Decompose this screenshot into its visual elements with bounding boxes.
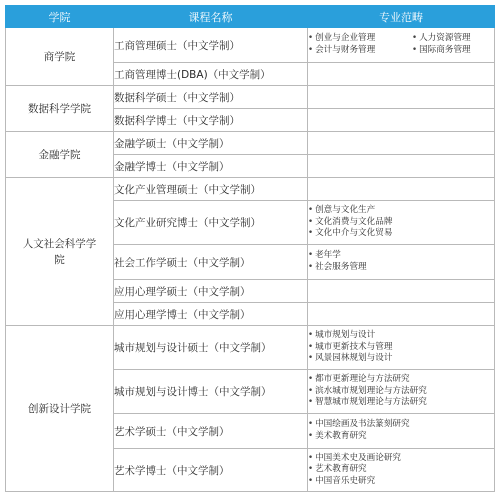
course-name: 艺术学博士（中文学制） (114, 449, 308, 492)
field-cell (308, 449, 495, 492)
header-row (6, 6, 495, 28)
school-name: 金融学院 (6, 132, 114, 178)
school-name (6, 178, 114, 326)
field-item: • 人力资源管理 (412, 33, 471, 44)
field-cell (308, 63, 495, 86)
table-row (6, 326, 495, 370)
field-cell (308, 155, 495, 178)
field-item: • 老年学 (308, 250, 341, 261)
field-cell (308, 132, 495, 155)
bullet-icon: • (308, 330, 314, 341)
field-item: • 中国绘画及书法篆刻研究 (308, 419, 410, 430)
program-table (5, 5, 495, 492)
field-item: • 创意与文化生产 (308, 205, 376, 216)
course-name: 文化产业管理硕士（中文学制） (114, 178, 308, 201)
field-cell (308, 178, 495, 201)
field-cell (308, 28, 495, 63)
bullet-icon: • (308, 385, 314, 396)
bullet-icon: • (308, 464, 314, 475)
field-item: • 滨水城市规划理论与方法研究 (308, 385, 427, 396)
bullet-icon: • (412, 33, 418, 44)
bullet-icon: • (308, 353, 314, 364)
bullet-icon: • (308, 374, 314, 385)
school-name: 创新设计学院 (6, 326, 114, 492)
course-name: 艺术学硕士（中文学制） (114, 414, 308, 449)
course-name: 金融学硕士（中文学制） (114, 132, 308, 155)
header-school: 学院 (6, 6, 114, 28)
bullet-icon: • (308, 431, 314, 441)
table-row (6, 28, 495, 63)
field-item: • 中国音乐史研究 (308, 475, 376, 486)
bullet-icon: • (308, 205, 314, 216)
field-cell (308, 201, 495, 245)
field-item: • 城市更新技术与管理 (308, 341, 393, 352)
bullet-icon: • (308, 419, 314, 430)
course-name: 数据科学硕士（中文学制） (114, 86, 308, 109)
bullet-icon: • (308, 262, 314, 272)
bullet-icon: • (308, 397, 314, 408)
bullet-icon: • (308, 250, 314, 261)
bullet-icon: • (308, 45, 314, 55)
field-item: • 中国美术史及画论研究 (308, 452, 402, 463)
bullet-icon: • (412, 45, 418, 55)
bullet-icon: • (308, 452, 314, 463)
course-name: 数据科学博士（中文学制） (114, 109, 308, 132)
field-cell (308, 280, 495, 303)
school-name: 数据科学学院 (6, 86, 114, 132)
field-item: • 文化消费与文化品牌 (308, 216, 393, 227)
field-item: • 智慧城市规划理论与方法研究 (308, 397, 427, 408)
field-item: • 艺术教育研究 (308, 464, 367, 475)
table-row (6, 86, 495, 109)
field-cell (308, 303, 495, 326)
field-item: • 社会服务管理 (308, 262, 367, 272)
field-cell (308, 86, 495, 109)
course-name: 金融学博士（中文学制） (114, 155, 308, 178)
field-cell (308, 414, 495, 449)
table-row (6, 178, 495, 201)
course-name: 城市规划与设计硕士（中文学制） (114, 326, 308, 370)
field-item: • 会计与财务管理 (308, 45, 376, 55)
field-cell (308, 326, 495, 370)
course-name: 社会工作学硕士（中文学制） (114, 245, 308, 280)
field-item: • 都市更新理论与方法研究 (308, 374, 410, 385)
field-cell (308, 109, 495, 132)
school-label: 人文社会科学学院 (22, 237, 97, 266)
school-name: 商学院 (6, 28, 114, 86)
course-name: 应用心理学硕士（中文学制） (114, 280, 308, 303)
header-course: 课程名称 (114, 6, 308, 28)
field-item: • 创业与企业管理 (308, 33, 376, 44)
course-name: 城市规划与设计博士（中文学制） (114, 370, 308, 414)
field-item: • 风景园林规划与设计 (308, 353, 393, 364)
bullet-icon: • (308, 475, 314, 486)
course-name: 工商管理硕士（中文学制） (114, 28, 308, 63)
header-field: 专业范畴 (308, 6, 495, 28)
field-cell (308, 245, 495, 280)
field-item: • 国际商务管理 (412, 45, 471, 55)
course-name: 文化产业研究博士（中文学制） (114, 201, 308, 245)
field-item: • 城市规划与设计 (308, 330, 376, 341)
table-row (6, 132, 495, 155)
field-item: • 美术教育研究 (308, 431, 367, 441)
field-item: • 文化中介与文化贸易 (308, 228, 393, 239)
course-name: 应用心理学博士（中文学制） (114, 303, 308, 326)
bullet-icon: • (308, 341, 314, 352)
bullet-icon: • (308, 228, 314, 239)
bullet-icon: • (308, 216, 314, 227)
bullet-icon: • (308, 33, 314, 44)
field-cell (308, 370, 495, 414)
course-name: 工商管理博士(DBA)（中文学制） (114, 63, 308, 86)
